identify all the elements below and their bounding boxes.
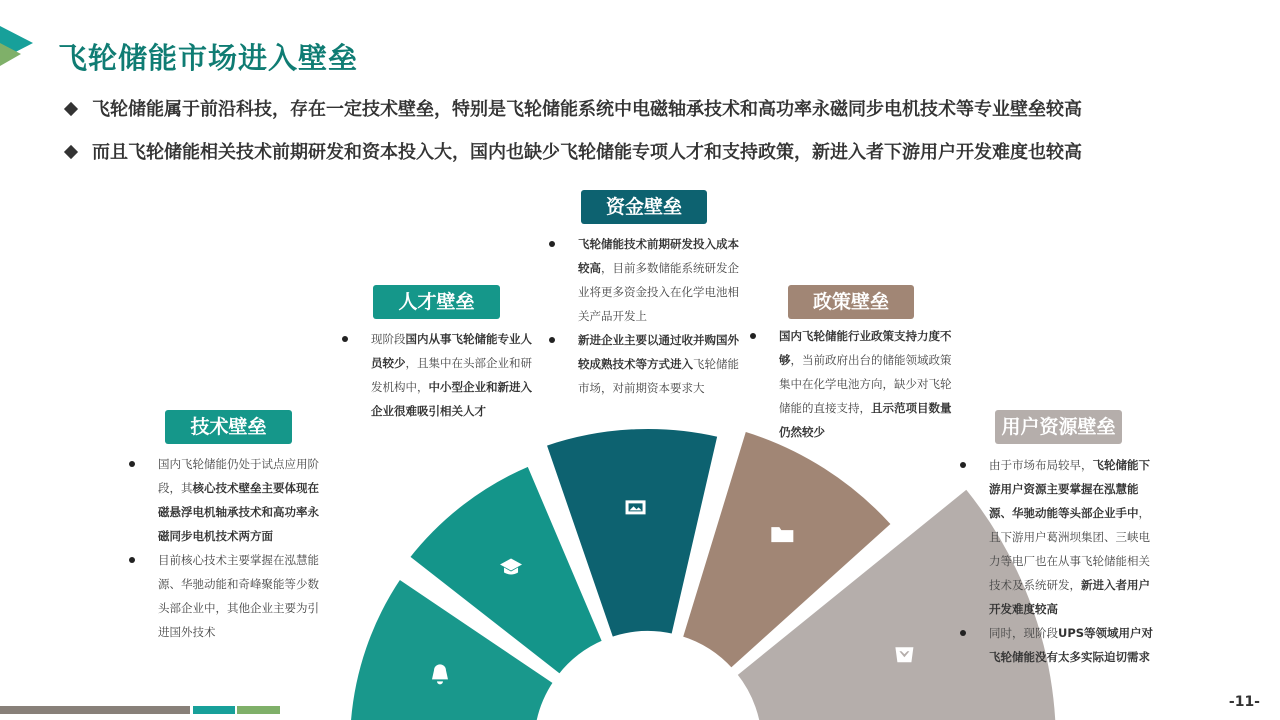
emphasis-text: 飞轮储能技术前期研发投入成本较高 [578, 237, 739, 275]
body-text: 现阶段 [371, 332, 406, 346]
label-policy-barrier: 政策壁垒 [788, 285, 914, 319]
emphasis-text: 且示范项目数量仍然较少 [779, 401, 952, 439]
label-talent-barrier: 人才壁垒 [373, 285, 500, 319]
capital-barrier-description [549, 232, 749, 400]
footer-bar-green [237, 706, 280, 714]
user-resource-barrier-description [960, 453, 1160, 669]
label-tech-barrier: 技术壁垒 [165, 410, 292, 444]
emphasis-text: 新进入者用户开发难度较高 [989, 578, 1150, 616]
description-item [549, 328, 749, 400]
footer-bar-teal [193, 706, 235, 714]
footer-bar-gray [0, 706, 190, 714]
description-item [960, 621, 1160, 669]
body-text: 目前核心技术主要掌握在泓慧能源、华驰动能和奇峰聚能等少数头部企业中，其他企业主要为引进国外技术 [158, 553, 319, 639]
body-text: 飞轮储能市场，对前期资本要求大 [578, 357, 739, 395]
body-text: ，目前多数储能系统研发企业将更多资金投入在化学电池相关产品开发上 [578, 261, 739, 323]
description-item [129, 548, 329, 644]
body-text: 同时，现阶段 [989, 626, 1058, 640]
emphasis-text: 国内从事飞轮储能专业人员较少 [371, 332, 532, 370]
intro-bullet-text-1: 飞轮储能属于前沿科技，存在一定技术壁垒，特别是飞轮储能系统中电磁轴承技术和高功率永磁同步电机技术等专业壁垒较高 [92, 99, 1082, 120]
body-text: ，当前政府出台的储能领域政策集中在化学电池方向，缺少对飞轮储能的直接支持， [779, 353, 952, 415]
page-title: 飞轮储能市场进入壁垒 [58, 41, 359, 75]
description-item [129, 452, 329, 548]
description-item [960, 453, 1160, 621]
description-item [549, 232, 749, 328]
description-item [342, 327, 542, 423]
description-item [750, 324, 958, 444]
label-capital-barrier: 资金壁垒 [581, 190, 707, 224]
body-text: ，且下游用户葛洲坝集团、三峡电力等电厂也在从事飞轮储能相关技术及系统研发， [989, 506, 1150, 592]
tech-barrier-description [129, 452, 329, 644]
emphasis-text: UPS等领域用户对飞轮储能没有太多实际迫切需求 [989, 626, 1154, 664]
body-text: 由于市场布局较早， [989, 458, 1093, 472]
body-text: 国内飞轮储能仍处于试点应用阶段，其 [158, 457, 319, 495]
emphasis-text: 中小型企业和新进入企业很难吸引相关人才 [371, 380, 532, 418]
emphasis-text: 新进企业主要以通过收并购国外较成熟技术等方式进入 [578, 333, 739, 371]
body-text: ，且集中在头部企业和研发机构中， [371, 356, 532, 394]
talent-barrier-description [342, 327, 542, 423]
emphasis-text: 国内飞轮储能行业政策支持力度不够 [779, 329, 952, 367]
emphasis-text: 飞轮储能下游用户资源主要掌握在泓慧能源、华驰动能等头部企业手中 [989, 458, 1150, 520]
intro-bullet-text-2: 而且飞轮储能相关技术前期研发和资本投入大，国内也缺少飞轮储能专项人才和支持政策，新进入者下游用户开发难度也较高 [92, 142, 1082, 163]
page-number: -11- [1228, 694, 1260, 710]
policy-barrier-description [750, 324, 958, 444]
emphasis-text: 核心技术壁垒主要体现在磁悬浮电机轴承技术和高功率永磁同步电机技术两方面 [158, 481, 319, 543]
label-user-resource-barrier: 用户资源壁垒 [995, 410, 1122, 444]
